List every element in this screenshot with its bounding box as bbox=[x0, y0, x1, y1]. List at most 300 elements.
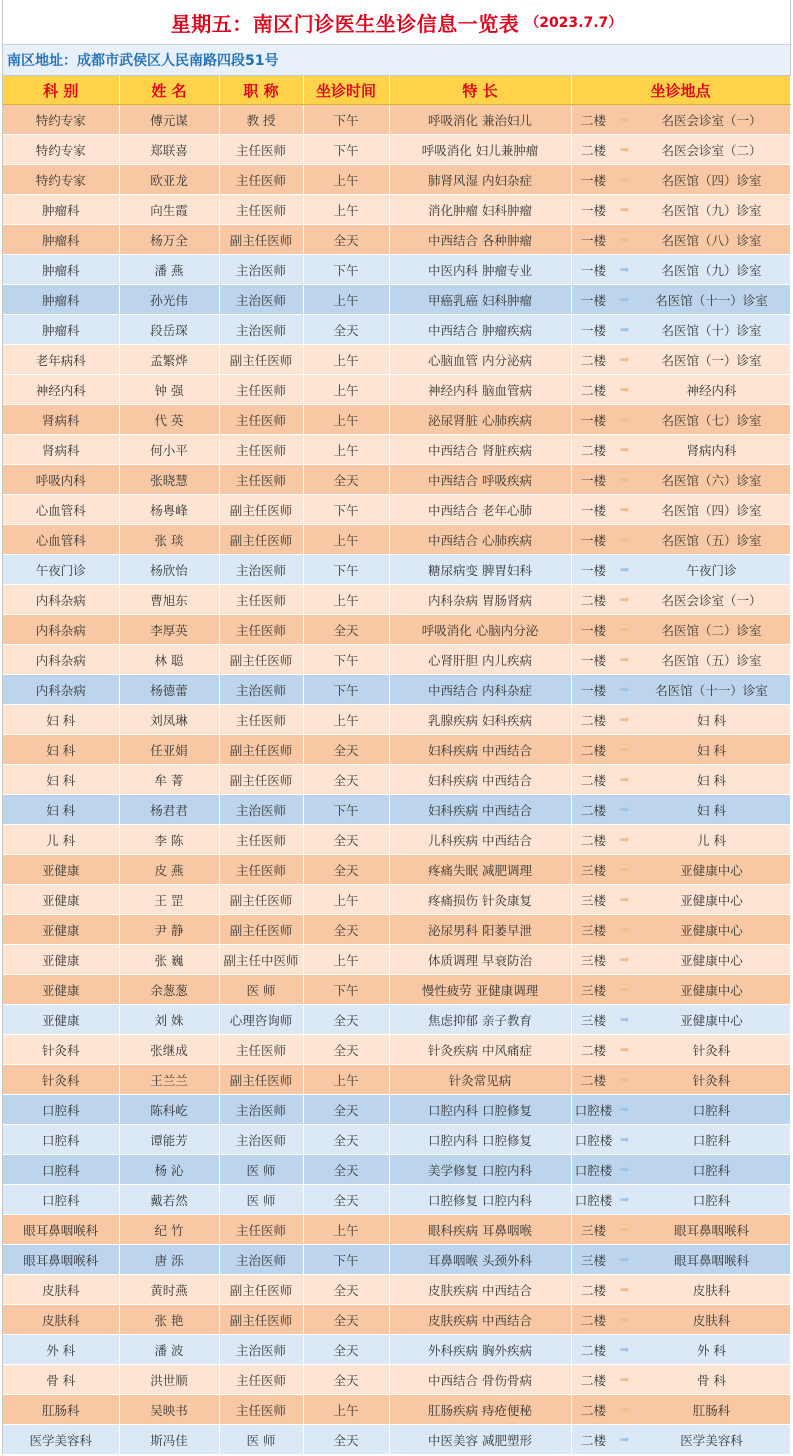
table-row bbox=[3, 825, 790, 855]
title-cell: 主任医师 bbox=[219, 1035, 303, 1065]
specialty-cell: 呼吸消化 妇儿兼肿瘤 bbox=[389, 135, 571, 165]
location-cell bbox=[571, 1005, 790, 1035]
room-label: 眼耳鼻咽喉科 bbox=[673, 1222, 749, 1238]
specialty-cell: 心脑血管 内分泌病 bbox=[389, 345, 571, 375]
time-cell: 下午 bbox=[303, 975, 389, 1005]
specialty-cell: 泌尿肾脏 心肺疾病 bbox=[389, 405, 571, 435]
specialty-cell: 中西结合 心肺疾病 bbox=[389, 525, 571, 555]
title-date: （2023.7.7） bbox=[525, 15, 623, 31]
location-cell bbox=[571, 1305, 790, 1335]
right-arrow-icon: ➡ bbox=[619, 653, 630, 666]
title-cell: 主治医师 bbox=[219, 1245, 303, 1275]
dept-cell: 亚健康 bbox=[3, 915, 119, 945]
location-cell bbox=[571, 885, 790, 915]
location-cell bbox=[571, 555, 790, 585]
dept-cell: 亚健康 bbox=[3, 1005, 119, 1035]
name-cell: 王兰兰 bbox=[119, 1065, 219, 1095]
location-cell bbox=[571, 1245, 790, 1275]
name-cell: 唐 泺 bbox=[119, 1245, 219, 1275]
right-arrow-icon: ➡ bbox=[619, 1133, 630, 1146]
table-row bbox=[3, 1005, 790, 1035]
time-cell: 全天 bbox=[303, 915, 389, 945]
name-cell: 代 英 bbox=[119, 405, 219, 435]
room-label: 亚健康中心 bbox=[680, 862, 743, 878]
room-label: 名医馆（十）诊室 bbox=[661, 322, 762, 338]
floor-label: 口腔楼 bbox=[574, 1132, 613, 1148]
title-cell: 主任医师 bbox=[219, 1365, 303, 1395]
name-cell: 斯冯佳 bbox=[119, 1425, 219, 1455]
time-cell: 全天 bbox=[303, 1155, 389, 1185]
room-label: 肛肠科 bbox=[692, 1402, 731, 1418]
location-cell bbox=[571, 1395, 790, 1425]
title-cell: 副主任医师 bbox=[219, 735, 303, 765]
floor-label: 二楼 bbox=[580, 832, 606, 848]
time-cell: 上午 bbox=[303, 1215, 389, 1245]
table-row bbox=[3, 225, 790, 255]
title-cell: 主任医师 bbox=[219, 195, 303, 225]
table-row bbox=[3, 1425, 790, 1455]
table-row bbox=[3, 1305, 790, 1335]
location-cell bbox=[571, 225, 790, 255]
title-cell: 主任医师 bbox=[219, 375, 303, 405]
right-arrow-icon: ➡ bbox=[619, 683, 630, 696]
table-row bbox=[3, 105, 790, 135]
right-arrow-icon: ➡ bbox=[619, 1283, 630, 1296]
table-row bbox=[3, 585, 790, 615]
table-row bbox=[3, 885, 790, 915]
specialty-cell: 呼吸消化 兼治妇儿 bbox=[389, 105, 571, 135]
table-row bbox=[3, 1395, 790, 1425]
title-cell: 主任医师 bbox=[219, 615, 303, 645]
name-cell: 张 琰 bbox=[119, 525, 219, 555]
table-row bbox=[3, 1275, 790, 1305]
table-row bbox=[3, 555, 790, 585]
specialty-cell: 消化肿瘤 妇科肿瘤 bbox=[389, 195, 571, 225]
right-arrow-icon: ➡ bbox=[619, 593, 630, 606]
table-row bbox=[3, 705, 790, 735]
header-dept: 科 别 bbox=[3, 76, 119, 105]
location-cell bbox=[571, 525, 790, 555]
right-arrow-icon: ➡ bbox=[619, 233, 630, 246]
specialty-cell: 妇科疾病 中西结合 bbox=[389, 765, 571, 795]
location-cell bbox=[571, 825, 790, 855]
right-arrow-icon: ➡ bbox=[619, 1433, 630, 1446]
time-cell: 全天 bbox=[303, 735, 389, 765]
time-cell: 上午 bbox=[303, 195, 389, 225]
time-cell: 全天 bbox=[303, 315, 389, 345]
title-cell: 主任医师 bbox=[219, 825, 303, 855]
table-row bbox=[3, 405, 790, 435]
time-cell: 上午 bbox=[303, 1065, 389, 1095]
time-cell: 全天 bbox=[303, 1095, 389, 1125]
right-arrow-icon: ➡ bbox=[619, 983, 630, 996]
time-cell: 上午 bbox=[303, 705, 389, 735]
dept-cell: 心血管科 bbox=[3, 495, 119, 525]
dept-cell: 皮肤科 bbox=[3, 1305, 119, 1335]
time-cell: 全天 bbox=[303, 1005, 389, 1035]
time-cell: 全天 bbox=[303, 1425, 389, 1455]
room-label: 亚健康中心 bbox=[680, 922, 743, 938]
time-cell: 上午 bbox=[303, 435, 389, 465]
floor-label: 一楼 bbox=[580, 622, 606, 638]
room-label: 名医馆（五）诊室 bbox=[661, 532, 762, 548]
specialty-cell: 中医美容 减肥塑形 bbox=[389, 1425, 571, 1455]
title-cell: 主任医师 bbox=[219, 585, 303, 615]
name-cell: 欧亚龙 bbox=[119, 165, 219, 195]
table-row bbox=[3, 1155, 790, 1185]
table-row bbox=[3, 1215, 790, 1245]
time-cell: 全天 bbox=[303, 1365, 389, 1395]
specialty-cell: 疼痛失眠 减肥调理 bbox=[389, 855, 571, 885]
floor-label: 三楼 bbox=[580, 892, 606, 908]
title-cell: 副主任医师 bbox=[219, 885, 303, 915]
name-cell: 纪 竹 bbox=[119, 1215, 219, 1245]
name-cell: 尹 静 bbox=[119, 915, 219, 945]
specialty-cell: 口腔内科 口腔修复 bbox=[389, 1095, 571, 1125]
floor-label: 三楼 bbox=[580, 952, 606, 968]
specialty-cell: 内科杂病 胃肠肾病 bbox=[389, 585, 571, 615]
title-cell: 副主任医师 bbox=[219, 1305, 303, 1335]
dept-cell: 口腔科 bbox=[3, 1155, 119, 1185]
dept-cell: 肿瘤科 bbox=[3, 225, 119, 255]
title-cell: 主治医师 bbox=[219, 555, 303, 585]
room-label: 妇 科 bbox=[697, 712, 726, 728]
right-arrow-icon: ➡ bbox=[619, 623, 630, 636]
right-arrow-icon: ➡ bbox=[619, 383, 630, 396]
time-cell: 下午 bbox=[303, 795, 389, 825]
specialty-cell: 妇科疾病 中西结合 bbox=[389, 795, 571, 825]
table-row bbox=[3, 1335, 790, 1365]
right-arrow-icon: ➡ bbox=[619, 113, 630, 126]
right-arrow-icon: ➡ bbox=[619, 833, 630, 846]
floor-label: 一楼 bbox=[580, 292, 606, 308]
floor-label: 一楼 bbox=[580, 322, 606, 338]
location-cell bbox=[571, 495, 790, 525]
title-cell: 副主任中医师 bbox=[219, 945, 303, 975]
dept-cell: 妇 科 bbox=[3, 735, 119, 765]
floor-label: 二楼 bbox=[580, 772, 606, 788]
floor-label: 二楼 bbox=[580, 802, 606, 818]
time-cell: 下午 bbox=[303, 555, 389, 585]
name-cell: 李厚英 bbox=[119, 615, 219, 645]
name-cell: 潘 波 bbox=[119, 1335, 219, 1365]
location-cell bbox=[571, 435, 790, 465]
name-cell: 刘 姝 bbox=[119, 1005, 219, 1035]
time-cell: 下午 bbox=[303, 255, 389, 285]
dept-cell: 内科杂病 bbox=[3, 615, 119, 645]
table-row bbox=[3, 255, 790, 285]
title-cell: 副主任医师 bbox=[219, 225, 303, 255]
specialty-cell: 儿科疾病 中西结合 bbox=[389, 825, 571, 855]
title-cell: 教 授 bbox=[219, 105, 303, 135]
room-label: 名医馆（四）诊室 bbox=[661, 172, 762, 188]
specialty-cell: 呼吸消化 心脑内分泌 bbox=[389, 615, 571, 645]
dept-cell: 肾病科 bbox=[3, 405, 119, 435]
specialty-cell: 慢性疲劳 亚健康调理 bbox=[389, 975, 571, 1005]
name-cell: 张 巍 bbox=[119, 945, 219, 975]
floor-label: 二楼 bbox=[580, 1432, 606, 1448]
time-cell: 全天 bbox=[303, 615, 389, 645]
name-cell: 郑联喜 bbox=[119, 135, 219, 165]
name-cell: 刘凤琳 bbox=[119, 705, 219, 735]
right-arrow-icon: ➡ bbox=[619, 1343, 630, 1356]
name-cell: 洪世顺 bbox=[119, 1365, 219, 1395]
title-cell: 副主任医师 bbox=[219, 525, 303, 555]
dept-cell: 外 科 bbox=[3, 1335, 119, 1365]
table-row bbox=[3, 795, 790, 825]
specialty-cell: 中西结合 呼吸疾病 bbox=[389, 465, 571, 495]
right-arrow-icon: ➡ bbox=[619, 803, 630, 816]
specialty-cell: 针灸疾病 中风痛症 bbox=[389, 1035, 571, 1065]
specialty-cell: 中西结合 内科杂症 bbox=[389, 675, 571, 705]
time-cell: 上午 bbox=[303, 585, 389, 615]
table-row bbox=[3, 735, 790, 765]
time-cell: 上午 bbox=[303, 375, 389, 405]
floor-label: 二楼 bbox=[580, 1372, 606, 1388]
dept-cell: 肿瘤科 bbox=[3, 285, 119, 315]
title-cell: 副主任医师 bbox=[219, 915, 303, 945]
right-arrow-icon: ➡ bbox=[619, 743, 630, 756]
room-label: 妇 科 bbox=[697, 742, 726, 758]
floor-label: 口腔楼 bbox=[574, 1162, 613, 1178]
right-arrow-icon: ➡ bbox=[619, 443, 630, 456]
specialty-cell: 甲癌乳癌 妇科肿瘤 bbox=[389, 285, 571, 315]
right-arrow-icon: ➡ bbox=[619, 1223, 630, 1236]
right-arrow-icon: ➡ bbox=[619, 923, 630, 936]
room-label: 神经内科 bbox=[686, 382, 737, 398]
room-label: 名医馆（六）诊室 bbox=[661, 472, 762, 488]
time-cell: 下午 bbox=[303, 675, 389, 705]
name-cell: 何小平 bbox=[119, 435, 219, 465]
table-row bbox=[3, 615, 790, 645]
dept-cell: 内科杂病 bbox=[3, 675, 119, 705]
floor-label: 二楼 bbox=[580, 142, 606, 158]
floor-label: 一楼 bbox=[580, 652, 606, 668]
dept-cell: 亚健康 bbox=[3, 945, 119, 975]
specialty-cell: 疼痛损伤 针灸康复 bbox=[389, 885, 571, 915]
name-cell: 张 艳 bbox=[119, 1305, 219, 1335]
right-arrow-icon: ➡ bbox=[619, 353, 630, 366]
right-arrow-icon: ➡ bbox=[619, 1013, 630, 1026]
dept-cell: 内科杂病 bbox=[3, 645, 119, 675]
dept-cell: 肛肠科 bbox=[3, 1395, 119, 1425]
specialty-cell: 针灸常见病 bbox=[389, 1065, 571, 1095]
dept-cell: 午夜门诊 bbox=[3, 555, 119, 585]
name-cell: 杨德蕾 bbox=[119, 675, 219, 705]
dept-cell: 神经内科 bbox=[3, 375, 119, 405]
location-cell bbox=[571, 765, 790, 795]
table-row bbox=[3, 1035, 790, 1065]
location-cell bbox=[571, 1335, 790, 1365]
dept-cell: 儿 科 bbox=[3, 825, 119, 855]
room-label: 亚健康中心 bbox=[680, 892, 743, 908]
location-cell bbox=[571, 465, 790, 495]
location-cell bbox=[571, 135, 790, 165]
name-cell: 李 陈 bbox=[119, 825, 219, 855]
title-cell: 主任医师 bbox=[219, 705, 303, 735]
time-cell: 上午 bbox=[303, 345, 389, 375]
time-cell: 下午 bbox=[303, 1245, 389, 1275]
specialty-cell: 乳腺疾病 妇科疾病 bbox=[389, 705, 571, 735]
specialty-cell: 心肾肝胆 内儿疾病 bbox=[389, 645, 571, 675]
name-cell: 杨君君 bbox=[119, 795, 219, 825]
right-arrow-icon: ➡ bbox=[619, 893, 630, 906]
right-arrow-icon: ➡ bbox=[619, 713, 630, 726]
header-time: 坐诊时间 bbox=[303, 76, 389, 105]
dept-cell: 针灸科 bbox=[3, 1065, 119, 1095]
name-cell: 向生霞 bbox=[119, 195, 219, 225]
floor-label: 一楼 bbox=[580, 472, 606, 488]
room-label: 名医馆（五）诊室 bbox=[661, 652, 762, 668]
location-cell bbox=[571, 195, 790, 225]
table-row bbox=[3, 375, 790, 405]
specialty-cell: 妇科疾病 中西结合 bbox=[389, 735, 571, 765]
title-cell: 主任医师 bbox=[219, 465, 303, 495]
dept-cell: 亚健康 bbox=[3, 855, 119, 885]
table-row bbox=[3, 315, 790, 345]
schedule-table bbox=[3, 76, 791, 1455]
room-label: 妇 科 bbox=[697, 772, 726, 788]
location-cell bbox=[571, 615, 790, 645]
floor-label: 三楼 bbox=[580, 922, 606, 938]
floor-label: 一楼 bbox=[580, 232, 606, 248]
specialty-cell: 神经内科 脑血管病 bbox=[389, 375, 571, 405]
name-cell: 皮 燕 bbox=[119, 855, 219, 885]
table-row bbox=[3, 165, 790, 195]
room-label: 医学美容科 bbox=[680, 1432, 743, 1448]
table-row bbox=[3, 945, 790, 975]
specialty-cell: 中西结合 肿瘤疾病 bbox=[389, 315, 571, 345]
location-cell bbox=[571, 1425, 790, 1455]
title-cell: 主任医师 bbox=[219, 435, 303, 465]
time-cell: 上午 bbox=[303, 525, 389, 555]
time-cell: 下午 bbox=[303, 105, 389, 135]
time-cell: 下午 bbox=[303, 135, 389, 165]
location-cell bbox=[571, 375, 790, 405]
room-label: 眼耳鼻咽喉科 bbox=[673, 1252, 749, 1268]
title-cell: 副主任医师 bbox=[219, 1275, 303, 1305]
right-arrow-icon: ➡ bbox=[619, 533, 630, 546]
location-cell bbox=[571, 1035, 790, 1065]
specialty-cell: 中西结合 骨伤骨病 bbox=[389, 1365, 571, 1395]
header-title: 职 称 bbox=[219, 76, 303, 105]
right-arrow-icon: ➡ bbox=[619, 563, 630, 576]
dept-cell: 口腔科 bbox=[3, 1185, 119, 1215]
floor-label: 二楼 bbox=[580, 592, 606, 608]
floor-label: 口腔楼 bbox=[574, 1102, 613, 1118]
dept-cell: 口腔科 bbox=[3, 1125, 119, 1155]
title-text: 星期五：南区门诊医生坐诊信息一览表 bbox=[170, 11, 520, 36]
title-cell: 副主任医师 bbox=[219, 495, 303, 525]
right-arrow-icon: ➡ bbox=[619, 1193, 630, 1206]
right-arrow-icon: ➡ bbox=[619, 503, 630, 516]
dept-cell: 肾病科 bbox=[3, 435, 119, 465]
name-cell: 曹旭东 bbox=[119, 585, 219, 615]
table-row bbox=[3, 645, 790, 675]
right-arrow-icon: ➡ bbox=[619, 1403, 630, 1416]
room-label: 口腔科 bbox=[692, 1192, 731, 1208]
room-label: 口腔科 bbox=[692, 1132, 731, 1148]
dept-cell: 口腔科 bbox=[3, 1095, 119, 1125]
floor-label: 一楼 bbox=[580, 202, 606, 218]
name-cell: 张继成 bbox=[119, 1035, 219, 1065]
specialty-cell: 中西结合 老年心肺 bbox=[389, 495, 571, 525]
specialty-cell: 口腔内科 口腔修复 bbox=[389, 1125, 571, 1155]
location-cell bbox=[571, 675, 790, 705]
title-cell: 主任医师 bbox=[219, 405, 303, 435]
location-cell bbox=[571, 105, 790, 135]
name-cell: 陈科屹 bbox=[119, 1095, 219, 1125]
time-cell: 全天 bbox=[303, 1125, 389, 1155]
location-cell bbox=[571, 735, 790, 765]
time-cell: 上午 bbox=[303, 165, 389, 195]
floor-label: 二楼 bbox=[580, 352, 606, 368]
right-arrow-icon: ➡ bbox=[619, 863, 630, 876]
specialty-cell: 糖尿病变 脾胃妇科 bbox=[389, 555, 571, 585]
dept-cell: 亚健康 bbox=[3, 885, 119, 915]
room-label: 午夜门诊 bbox=[686, 562, 737, 578]
name-cell: 杨万全 bbox=[119, 225, 219, 255]
name-cell: 张晓慧 bbox=[119, 465, 219, 495]
right-arrow-icon: ➡ bbox=[619, 1373, 630, 1386]
title-cell: 主治医师 bbox=[219, 1095, 303, 1125]
right-arrow-icon: ➡ bbox=[619, 773, 630, 786]
table-row bbox=[3, 1245, 790, 1275]
room-label: 名医馆（七）诊室 bbox=[661, 412, 762, 428]
time-cell: 全天 bbox=[303, 1275, 389, 1305]
title-cell: 主任医师 bbox=[219, 135, 303, 165]
dept-cell: 皮肤科 bbox=[3, 1275, 119, 1305]
room-label: 针灸科 bbox=[692, 1072, 731, 1088]
time-cell: 下午 bbox=[303, 495, 389, 525]
floor-label: 二楼 bbox=[580, 112, 606, 128]
location-cell bbox=[571, 1065, 790, 1095]
name-cell: 牟 菁 bbox=[119, 765, 219, 795]
name-cell: 杨 沁 bbox=[119, 1155, 219, 1185]
specialty-cell: 眼科疾病 耳鼻咽喉 bbox=[389, 1215, 571, 1245]
floor-label: 一楼 bbox=[580, 562, 606, 578]
specialty-cell: 耳鼻咽喉 头颈外科 bbox=[389, 1245, 571, 1275]
table-row bbox=[3, 1125, 790, 1155]
floor-label: 三楼 bbox=[580, 1252, 606, 1268]
right-arrow-icon: ➡ bbox=[619, 173, 630, 186]
name-cell: 王 罡 bbox=[119, 885, 219, 915]
header-name: 姓 名 bbox=[119, 76, 219, 105]
floor-label: 二楼 bbox=[580, 1312, 606, 1328]
floor-label: 二楼 bbox=[580, 742, 606, 758]
floor-label: 一楼 bbox=[580, 412, 606, 428]
table-row bbox=[3, 765, 790, 795]
title-cell: 主任医师 bbox=[219, 1215, 303, 1245]
right-arrow-icon: ➡ bbox=[619, 143, 630, 156]
room-label: 名医馆（二）诊室 bbox=[661, 622, 762, 638]
location-cell bbox=[571, 705, 790, 735]
location-cell bbox=[571, 1215, 790, 1245]
table-row bbox=[3, 1365, 790, 1395]
floor-label: 三楼 bbox=[580, 1012, 606, 1028]
location-cell bbox=[571, 165, 790, 195]
table-row bbox=[3, 1095, 790, 1125]
location-cell bbox=[571, 1275, 790, 1305]
dept-cell: 眼耳鼻咽喉科 bbox=[3, 1215, 119, 1245]
page-title bbox=[3, 0, 790, 45]
schedule-sheet bbox=[2, 0, 791, 1454]
room-label: 名医会诊室（一） bbox=[661, 112, 762, 128]
time-cell: 全天 bbox=[303, 1305, 389, 1335]
right-arrow-icon: ➡ bbox=[619, 473, 630, 486]
specialty-cell: 中西结合 各种肿瘤 bbox=[389, 225, 571, 255]
time-cell: 上午 bbox=[303, 405, 389, 435]
